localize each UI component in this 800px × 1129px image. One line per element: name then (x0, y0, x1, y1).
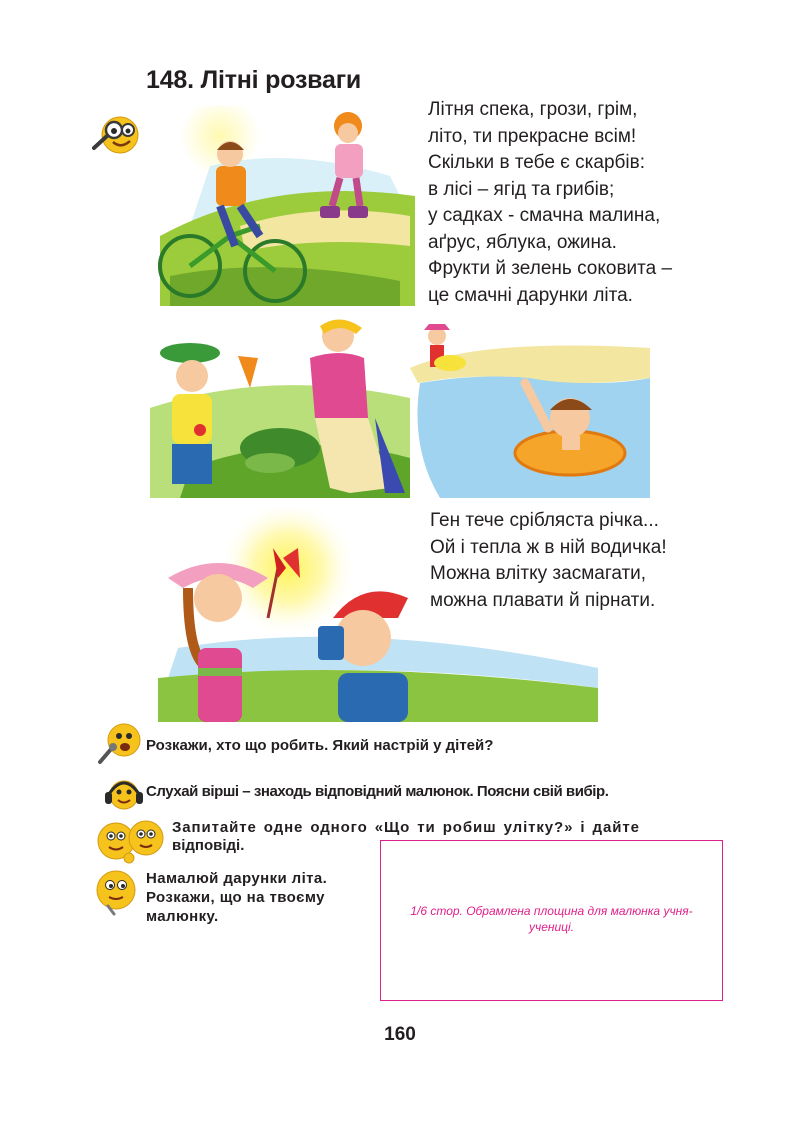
butterfly-photo-illustration (158, 508, 608, 722)
pair-smiley-icon (96, 814, 168, 866)
microphone-smiley-icon (96, 722, 142, 766)
task-draw-line2: Розкажи, що на твоєму (146, 889, 325, 906)
task-ask-line2: відповіді. (172, 837, 245, 854)
poem-line: Фрукти й зелень соковита – (428, 258, 673, 279)
task-listen: Слухай вірші – знаходь відповідний малюнок. Поясни свій вибір. (146, 783, 609, 800)
task-draw (146, 869, 327, 926)
task-ask-line1: Запитайте одне одного «Що ти робиш улітку?» і дайте (172, 819, 640, 836)
poem-line: Літня спека, грози, грім, (428, 99, 638, 120)
poem-line: в лісі – ягід та грибів; (428, 178, 615, 200)
poem-line: у садках - смачна малина, (428, 205, 661, 226)
poem-first (428, 97, 672, 309)
poem-line: аґрус, яблука, ожина. (428, 231, 617, 253)
poem-line: Можна влітку засмагати, (430, 563, 647, 584)
thinking-smiley-icon (92, 868, 142, 918)
page-title: 148. Літні розваги (146, 66, 362, 94)
poem-line: Скільки в тебе є скарбів: (428, 152, 645, 173)
poem-line: Ген тече срібляста річка... (430, 510, 659, 531)
poem-line: можна плавати й пірнати. (430, 589, 656, 611)
poem-line: літо, ти прекрасне всім! (428, 125, 637, 147)
drawing-frame[interactable] (380, 840, 723, 1001)
frame-note: 1/6 стор. Обрамлена площина для малюнка учня-учениці. (410, 904, 693, 934)
headphones-smiley-icon (104, 776, 144, 812)
task-draw-line1: Намалюй дарунки літа. (146, 870, 328, 887)
garden-river-illustration (150, 318, 650, 498)
poem-line: Ой і тепла ж в ній водичка! (430, 536, 667, 558)
magnifier-smiley-icon (86, 108, 142, 158)
poem-line: це смачні дарунки літа. (428, 284, 633, 306)
task-speak: Розкажи, хто що робить. Який настрій у дітей? (146, 737, 494, 754)
bicycle-scene-illustration (150, 106, 422, 312)
page-number: 160 (384, 1024, 416, 1045)
task-draw-line3: малюнку. (146, 908, 219, 925)
